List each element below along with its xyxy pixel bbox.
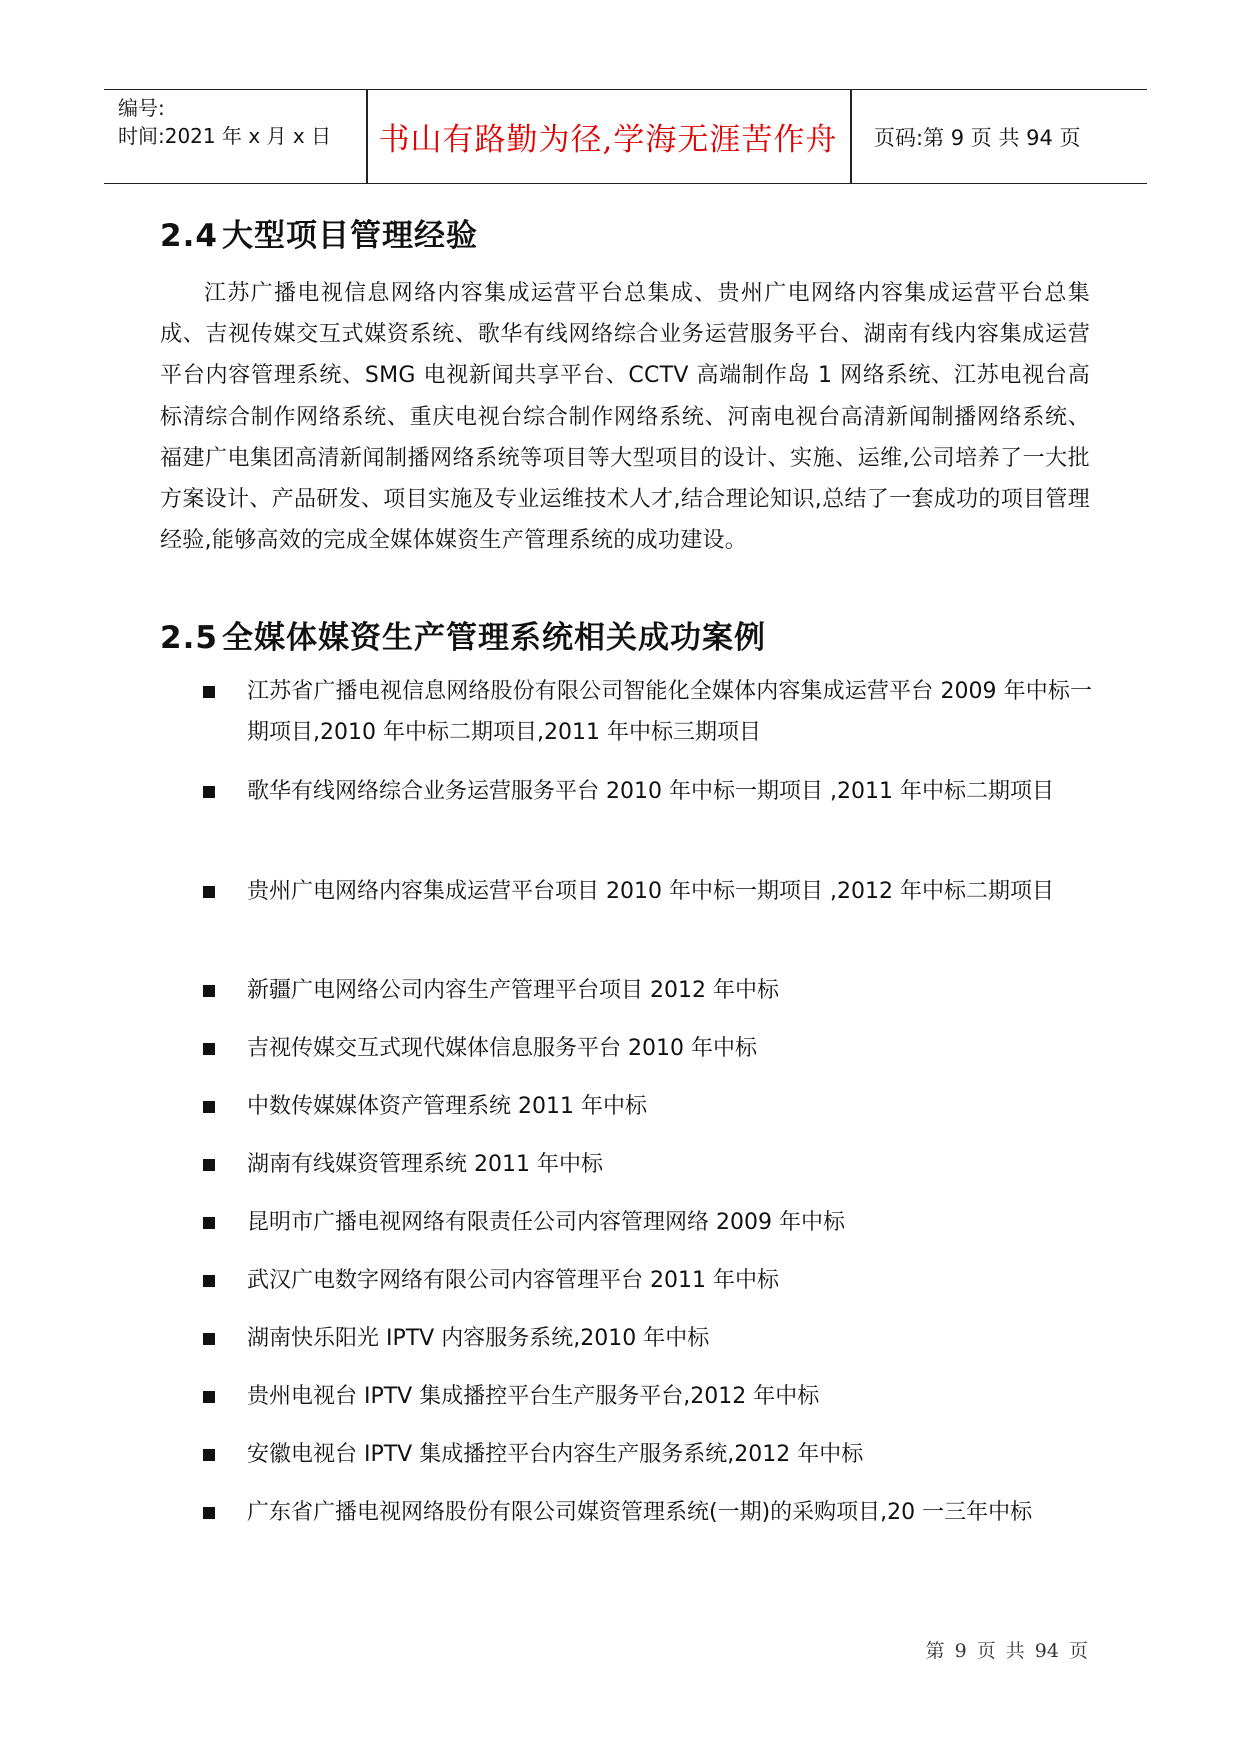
list-item: 湖南快乐阳光 IPTV 内容服务系统,2010 年中标: [200, 1318, 1100, 1359]
bullet-square-icon: [203, 1159, 215, 1171]
list-item: 贵州广电网络内容集成运营平台项目 2010 年中标一期项目 ,2012 年中标二期项目: [200, 871, 1100, 912]
bullet-square-icon: [203, 1217, 215, 1229]
page-header: [104, 89, 1147, 184]
section-heading: [160, 612, 766, 657]
header-number-label: 编号:: [118, 96, 165, 120]
list-item: 新疆广电网络公司内容生产管理平台项目 2012 年中标: [200, 970, 1100, 1011]
bullet-square-icon: [203, 1043, 215, 1055]
list-item: 武汉广电数字网络有限公司内容管理平台 2011 年中标: [200, 1260, 1100, 1301]
section-number: 2.5: [160, 620, 218, 656]
list-item: 湖南有线媒资管理系统 2011 年中标: [200, 1144, 1100, 1185]
list-item: 歌华有线网络综合业务运营服务平台 2010 年中标一期项目 ,2011 年中标二期项目: [200, 771, 1100, 812]
bullet-square-icon: [203, 1391, 215, 1403]
page-footer: 第 9 页 共 94 页: [925, 1640, 1088, 1662]
bullet-square-icon: [203, 1101, 215, 1113]
bullet-square-icon: [203, 686, 215, 698]
bullet-square-icon: [203, 886, 215, 898]
bullet-square-icon: [203, 1333, 215, 1345]
section-title: 大型项目管理经验: [222, 218, 478, 254]
header-meta: [118, 94, 331, 150]
bullet-square-icon: [203, 1507, 215, 1519]
list-item: 昆明市广播电视网络有限责任公司内容管理网络 2009 年中标: [200, 1202, 1100, 1243]
section-number: 2.4: [160, 218, 218, 254]
list-item: 中数传媒媒体资产管理系统 2011 年中标: [200, 1086, 1100, 1127]
bullet-square-icon: [203, 1275, 215, 1287]
bullet-square-icon: [203, 786, 215, 798]
header-time-label: 时间:2021 年 x 月 x 日: [118, 124, 332, 148]
bullet-square-icon: [203, 985, 215, 997]
list-item: 吉视传媒交互式现代媒体信息服务平台 2010 年中标: [200, 1028, 1100, 1069]
body-paragraph: 江苏广播电视信息网络内容集成运营平台总集成、贵州广电网络内容集成运营平台总集成、吉视传媒交互式媒资系统、歌华有线网络综合业务运营服务平台、湖南有线内容集成运营平台内容管理系统、SMG 电视新闻共享平台、CCTV 高端制作岛 1 网络系统、江苏电视台高标清综合制作网络系统、重庆电视台综合制作网络系统、河南电视台高清新闻制播网络系统、福建广电集团高清新闻制播网络系统等项目等大型项目的设计、实施、运维,公司培养了一大批方案设计、产品研发、项目实施及专业运维技术人才,结合理论知识,总结了一套成功的项目管理经验,能够高效的完成全媒体媒资生产管理系统的成功建设。: [160, 281, 1090, 554]
list-item: 安徽电视台 IPTV 集成播控平台内容生产服务系统,2012 年中标: [200, 1434, 1100, 1475]
bullet-square-icon: [203, 1449, 215, 1461]
header-page-label: 页码:第 9 页 共 94 页: [874, 126, 1081, 150]
header-divider: [850, 90, 852, 183]
section-title: 全媒体媒资生产管理系统相关成功案例: [222, 620, 766, 656]
section-heading: [160, 210, 478, 255]
header-motto: 书山有路勤为径,学海无涯苦作舟: [378, 122, 838, 158]
list-item: 广东省广播电视网络股份有限公司媒资管理系统(一期)的采购项目,20 一三年中标: [200, 1492, 1100, 1533]
list-item: 江苏省广播电视信息网络股份有限公司智能化全媒体内容集成运营平台 2009 年中标一期项目,2010 年中标二期项目,2011 年中标三期项目: [200, 671, 1100, 753]
list-item: 贵州电视台 IPTV 集成播控平台生产服务平台,2012 年中标: [200, 1376, 1100, 1417]
